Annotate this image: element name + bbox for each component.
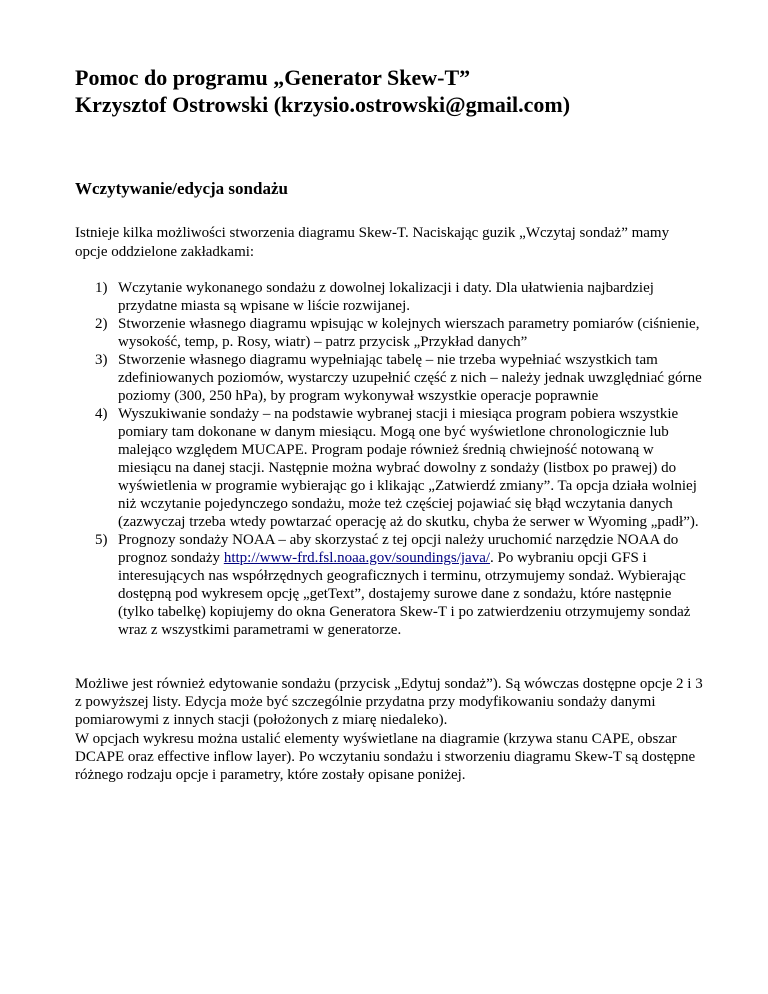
document-title — [75, 64, 705, 118]
list-item — [75, 531, 705, 639]
list-item — [75, 405, 705, 531]
list-item-number: 2) — [95, 316, 108, 332]
options-list — [75, 279, 705, 639]
list-item-number: 3) — [95, 352, 108, 368]
noaa-soundings-link[interactable]: http://www-frd.fsl.noaa.gov/soundings/java/ — [223, 550, 491, 566]
list-item-number: 4) — [95, 406, 108, 422]
title-line-2: Krzysztof Ostrowski (krzysio.ostrowski@gmail.com) — [75, 92, 571, 117]
list-item — [75, 351, 705, 405]
list-item-text: Wyszukiwanie sondaży – na podstawie wybranej stacji i miesiąca program pobiera wszystkie pomiary tam dokonane w danym miesiącu. Mogą one być wyświetlone chronologicznie lub malejąco względem MUCAPE. Program podaje również średnią chwiejność notowaną w miesiącu na danej stacji. Następnie można wybrać dowolny z sondaży (listbox po prawej) do wyświetlenia w programie wybierając go i klikając „Zatwierdź zmiany”. Ta opcja działa wolniej niż wczytanie pojedynczego sondażu, może też częściej pojawiać się błąd wczytania danych (zazwyczaj trzeba wtedy powtarzać operację aż do skutku, chyba że serwer w Wyoming „padł”). — [118, 406, 699, 530]
closing-section — [75, 675, 705, 784]
list-item-text: Stworzenie własnego diagramu wpisując w kolejnych wierszach parametry pomiarów (ciśnienie, wysokość, temp, p. Rosy, wiatr) – patrz przycisk „Przykład danych” — [118, 316, 700, 350]
edit-sounding-paragraph: Możliwe jest również edytowanie sondażu (przycisk „Edytuj sondaż”). Są wówczas dostępne opcje 2 i 3 z powyższej listy. Edycja może być szczególnie przydatna przy modyfikowaniu sondaży danymi pomiarowymi z innych stacji (położonych z miarę niedaleko). — [75, 676, 703, 729]
section-heading: Wczytywanie/edycja sondażu — [75, 179, 288, 198]
list-item-number: 1) — [95, 280, 108, 296]
list-item — [75, 315, 705, 351]
list-item-text: Wczytanie wykonanego sondażu z dowolnej lokalizacji i daty. Dla ułatwienia najbardziej przydatne miasta są wpisane w liście rozwijanej. — [118, 280, 654, 314]
list-item — [75, 279, 705, 315]
list-item-text: Stworzenie własnego diagramu wypełniając tabelę – nie trzeba wypełniać wszystkich tam zdefiniowanych poziomów, wystarczy uzupełnić część z nich – należy jednak uwzględniać górne poziomy (300, 250 hPa), by program wykonywał wszystkie operacje poprawnie — [118, 352, 702, 404]
chart-options-paragraph: W opcjach wykresu można ustalić elementy wyświetlane na diagramie (krzywa stanu CAPE, obszar DCAPE oraz effective inflow layer). Po wczytaniu sondażu i stworzeniu diagramu Skew-T są dostępne różnego rodzaju opcje i parametry, które zostały opisane poniżej. — [75, 730, 696, 784]
title-line-1: Pomoc do programu „Generator Skew-T” — [75, 65, 471, 90]
intro-paragraph: Istnieje kilka możliwości stworzenia diagramu Skew-T. Naciskając guzik „Wczytaj sondaż” mamy opcje oddzielone zakładkami: — [75, 225, 670, 260]
list-item-text-before-link: Prognozy sondaży NOAA – aby skorzystać z tej opcji należy uruchomić narzędzie NOAA do prognoz sondaży — [118, 532, 679, 566]
list-item-text-after-link: . Po wybraniu opcji GFS i interesujących nas współrzędnych geograficznych i terminu, otrzymujemy sondaż. Wybierając dostępną pod wykresem opcję „getText”, dostajemy surowe dane z sondażu, które następnie (tylko tabelkę) kopiujemy do okna Generatora Skew-T i po zatwierdzeniu otrzymujemy sondaż wraz z wszystkimi parametrami w generatorze. — [118, 550, 691, 638]
list-item-number: 5) — [95, 532, 108, 548]
document-page — [75, 64, 705, 784]
